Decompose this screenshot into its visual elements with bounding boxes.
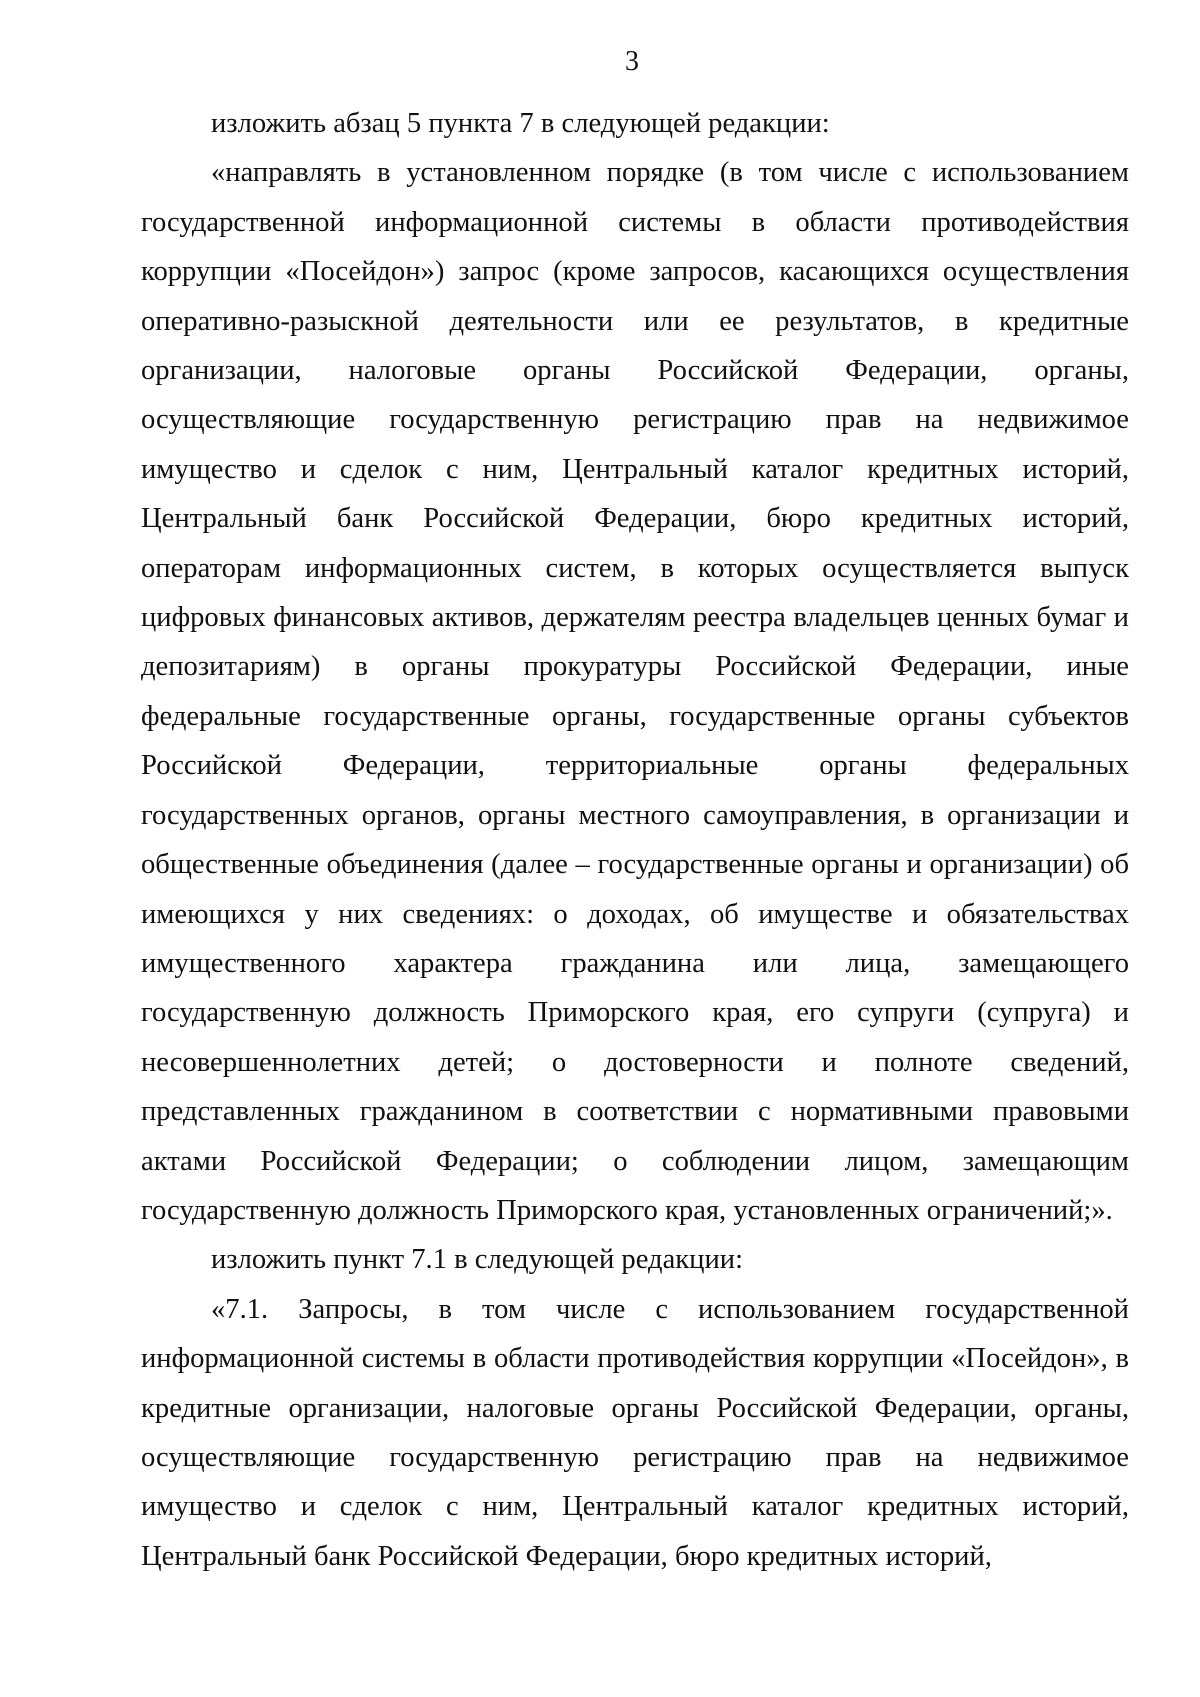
- page-number: 3: [625, 46, 639, 77]
- paragraph-amendment-2: «7.1. Запросы, в том числе с использованием государственной информационной системы в области противодействия коррупции «Посейдон», в кредитные организации, налоговые органы Российской Федерации, органы, осуществляющие государственную регистрацию прав на недвижимое имущество и сделок с ним, Центральный каталог кредитных историй, Центральный банк Российской Федерации, бюро кредитных историй,: [141, 1293, 1129, 1572]
- paragraph-instruction-1: изложить абзац 5 пункта 7 в следующей редакции:: [211, 108, 830, 139]
- paragraph-instruction-2: изложить пункт 7.1 в следующей редакции:: [211, 1244, 744, 1276]
- document-body: [141, 99, 1129, 1581]
- paragraph-amendment-1: «направлять в установленном порядке (в том числе с использованием государственной информационной системы в области противодействия коррупции «Посейдон») запрос (кроме запросов, касающихся осуществления оперативно-разыскной деятельности или ее результатов, в кредитные организации, налоговые органы Российской Федерации, органы, осуществляющие государственную регистрацию прав на недвижимое имущество и сделок с ним, Центральный каталог кредитных историй, Центральный банк Российской Федерации, бюро кредитных историй, операторам информационных систем, в которых осуществляется выпуск цифровых финансовых активов, держателям реестра владельцев ценных бумаг и депозитариям) в органы прокуратуры Российской Федерации, иные федеральные государственные органы, государственные органы субъектов Российской Федерации, территориальные органы федеральных государственных органов, органы местного самоуправления, в организации и общественные объединения (далее – государственные органы и организации) об имеющихся у них сведениях: о доходах, об имуществе и обязательствах имущественного характера гражданина или лица, замещающего государственную должность Приморского края, его супруги (супруга) и несовершеннолетних детей; о достоверности и полноте сведений, представленных гражданином в соответствии с нормативными правовыми актами Российской Федерации; о соблюдении лицом, замещающим государственную должность Приморского края, установленных ограничений;».: [141, 157, 1129, 1226]
